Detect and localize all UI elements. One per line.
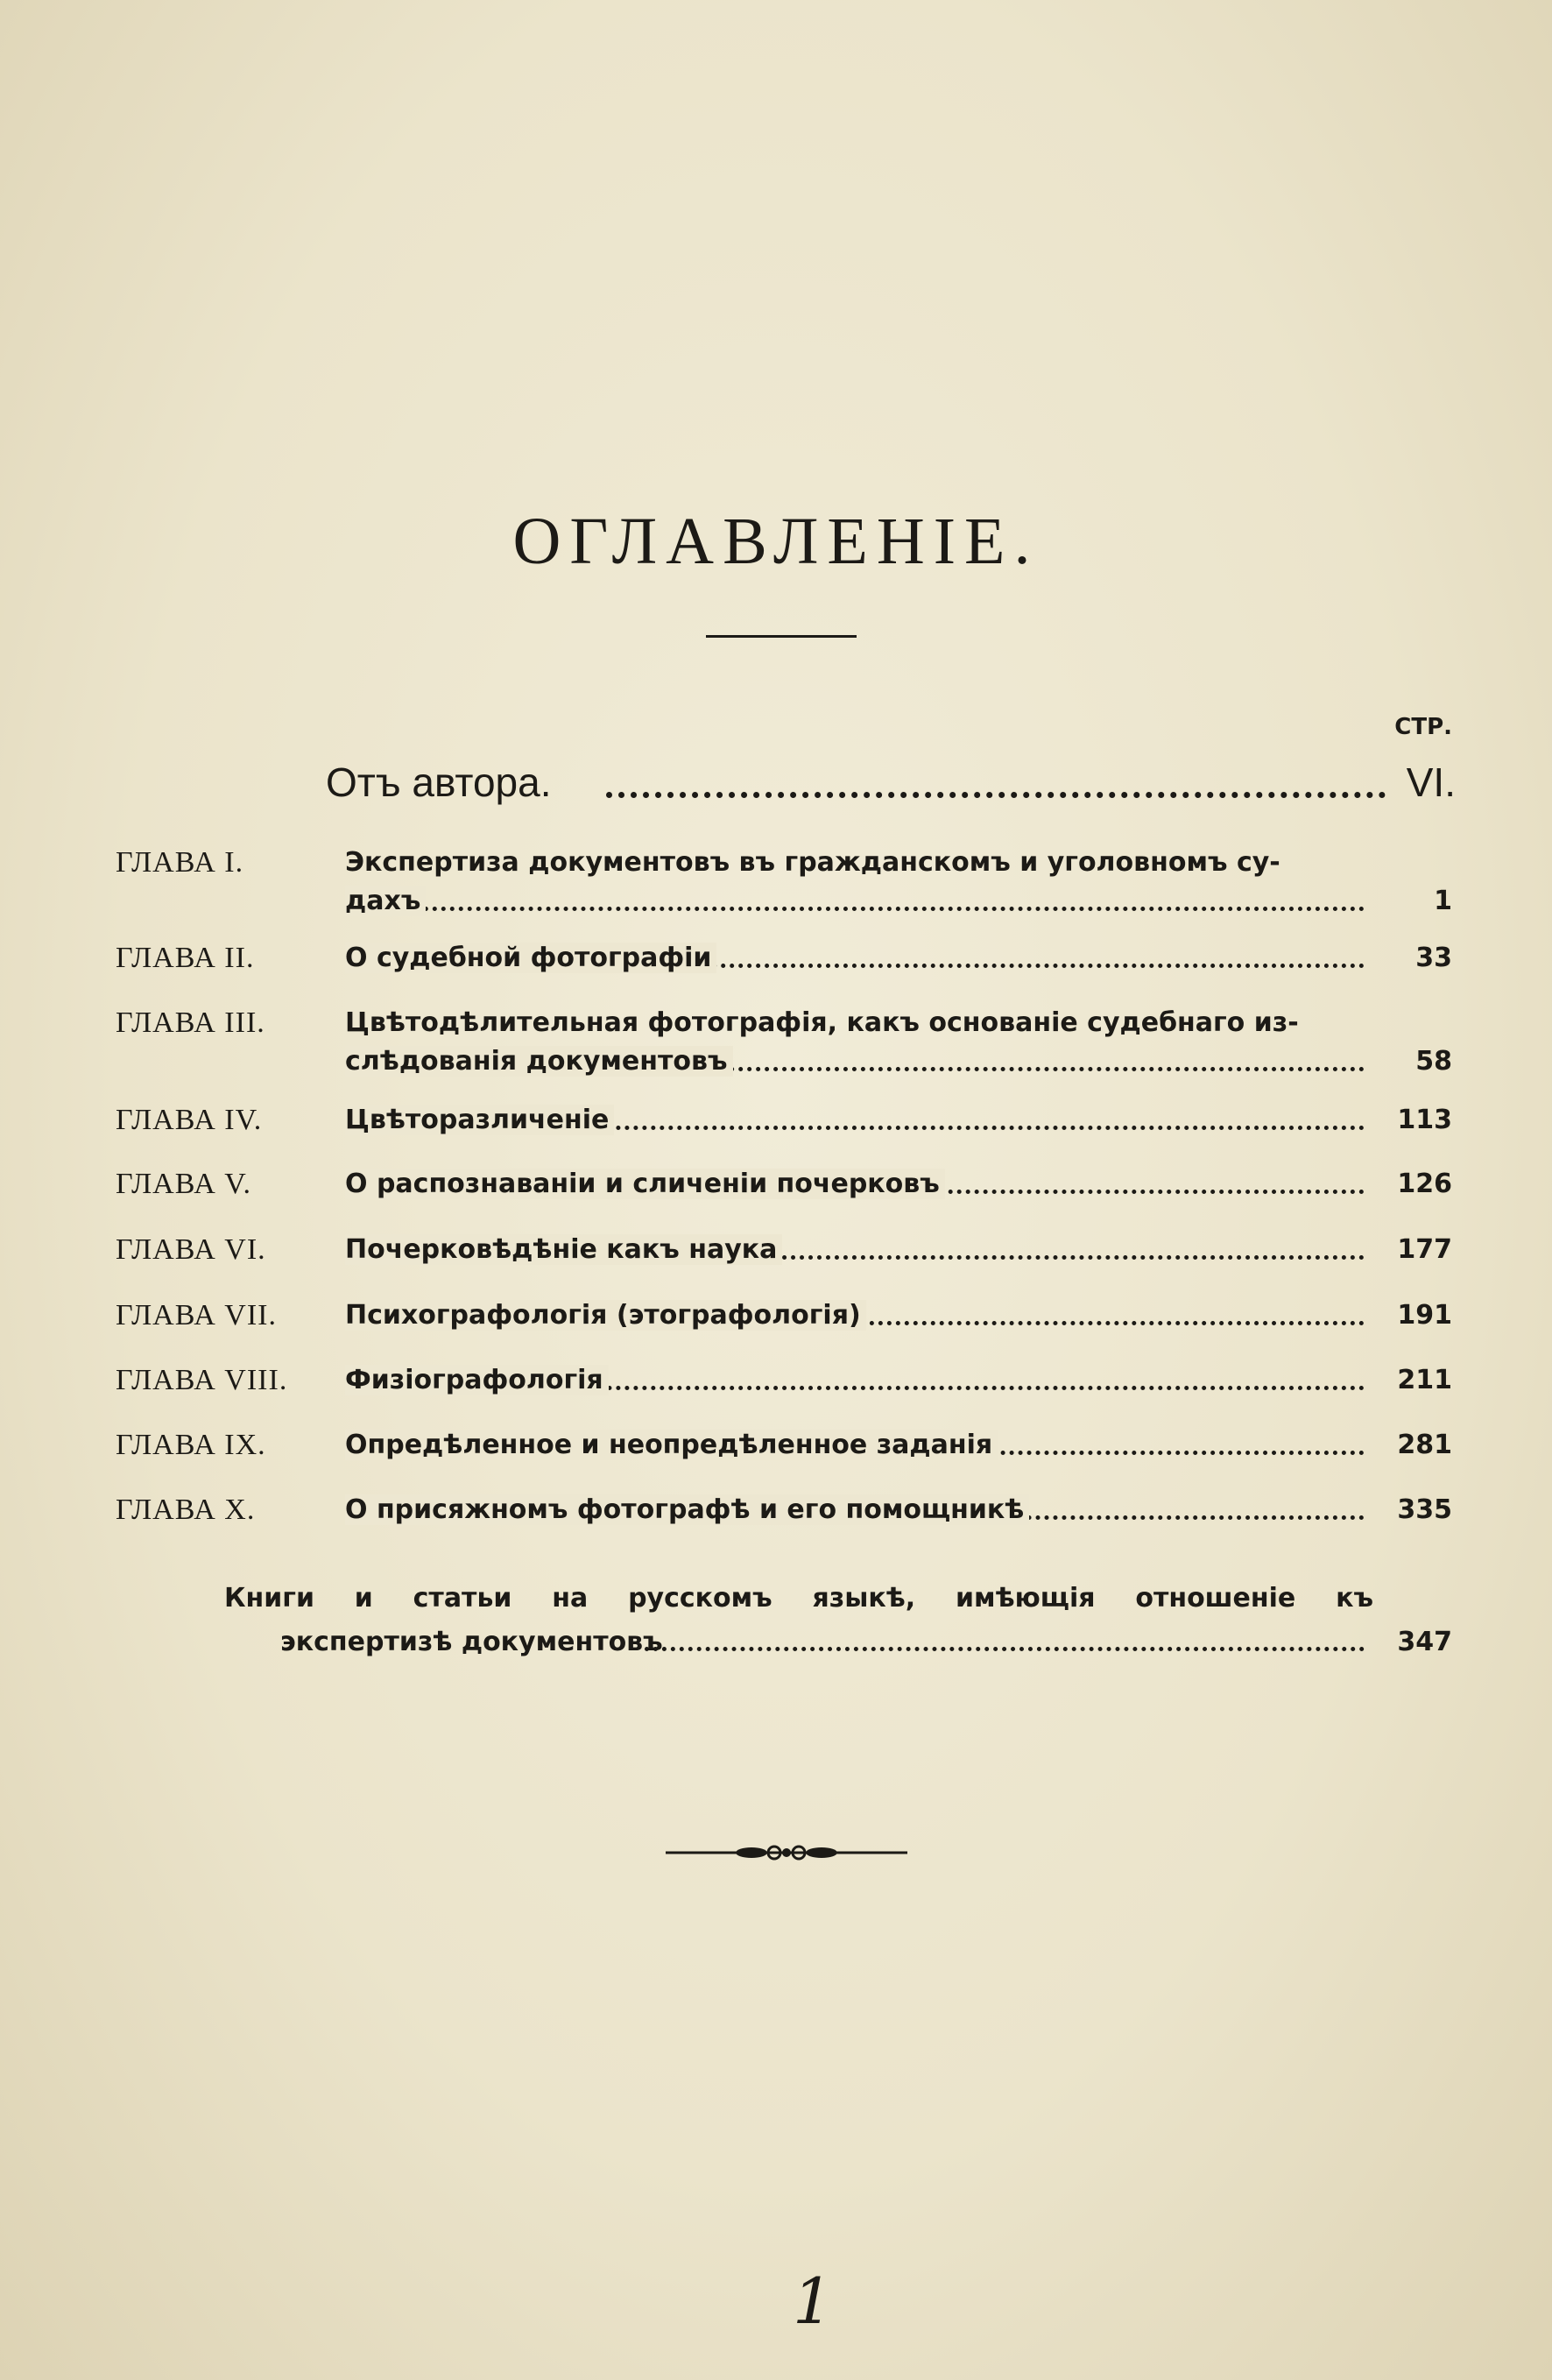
chapter-page: 191: [1397, 1300, 1452, 1331]
toc-entry: [116, 1101, 1452, 1140]
page-title: ОГЛАВЛЕНIЕ.: [512, 505, 1040, 578]
page-column-label: СТР.: [1394, 714, 1452, 740]
toc-entry: [116, 1004, 1452, 1081]
chapter-page: 177: [1397, 1234, 1452, 1265]
chapter-title: [345, 1491, 1365, 1529]
chapter-title: [345, 1296, 1365, 1335]
chapter-number: ГЛАВА VII.: [116, 1299, 278, 1331]
chapter-title-line: Опредѣленное и неопредѣленное заданiя: [345, 1430, 998, 1460]
toc-entry: [116, 1296, 1452, 1335]
title-rule: [706, 635, 857, 638]
chapter-title: [345, 1231, 1365, 1269]
chapter-title: [345, 1004, 1365, 1081]
toc-entry: [116, 939, 1452, 978]
chapter-title: [345, 939, 1365, 978]
author-page: VI.: [1406, 759, 1456, 805]
chapter-number: ГЛАВА IX.: [116, 1429, 266, 1461]
chapter-title: [345, 1101, 1365, 1140]
books-line-2: [224, 1621, 1452, 1664]
toc-entry: [116, 844, 1452, 921]
chapter-page: 281: [1397, 1430, 1452, 1460]
books-line-1: Книги и статьи на русскомъ языкѣ, имѣющiя отношенiе къ: [224, 1583, 1373, 1614]
books-page: 347: [1397, 1627, 1452, 1657]
chapter-page: 126: [1397, 1169, 1452, 1199]
chapter-number: ГЛАВА V.: [116, 1168, 251, 1200]
chapter-title: [345, 1361, 1365, 1400]
toc-entry: [116, 1231, 1452, 1269]
toc-entry: [116, 1426, 1452, 1465]
chapter-page: 335: [1397, 1494, 1452, 1525]
chapter-number: ГЛАВА III.: [116, 1006, 265, 1039]
chapter-title-line: Цвѣторазличенiе: [345, 1105, 614, 1135]
chapter-number: ГЛАВА IV.: [116, 1104, 263, 1136]
books-leader: [645, 1647, 1365, 1651]
chapter-number: ГЛАВА VIII.: [116, 1364, 288, 1396]
chapter-title-line: слѣдованiя документовъ: [345, 1046, 733, 1077]
chapter-page: 33: [1415, 943, 1452, 973]
chapter-title-line: Психографологiя (этографологiя): [345, 1300, 866, 1331]
chapter-title-line: О судебной фотографiи: [345, 943, 716, 973]
page-folio: 1: [793, 2264, 833, 2338]
books-line-2-text: экспертизѣ документовъ: [280, 1627, 663, 1657]
toc-entry: [116, 1361, 1452, 1400]
dot-leader: [345, 907, 1365, 911]
chapter-title-line: дахъ: [345, 886, 426, 916]
author-leader: [606, 792, 1386, 798]
chapter-number: ГЛАВА X.: [116, 1494, 256, 1526]
chapter-title-line: Почерковѣдѣнiе какъ наука: [345, 1234, 782, 1265]
chapter-title-line: Экспертиза документовъ въ гражданскомъ и уголовномъ су-: [345, 847, 1280, 878]
toc-entry: [116, 1491, 1452, 1529]
chapter-page: 1: [1434, 886, 1452, 916]
chapter-title: [345, 844, 1365, 921]
chapter-number: ГЛАВА VI.: [116, 1233, 266, 1266]
toc-entry: [116, 1165, 1452, 1204]
chapter-title-line: О присяжномъ фотографѣ и его помощникѣ: [345, 1494, 1029, 1525]
chapter-number: ГЛАВА II.: [116, 942, 255, 974]
chapter-title-line: О распознаванiи и сличенiи почерковъ: [345, 1169, 945, 1199]
chapter-title: [345, 1165, 1365, 1204]
chapter-page: 211: [1397, 1365, 1452, 1395]
chapter-page: 113: [1397, 1105, 1452, 1135]
chapter-title-line: Физiографологiя: [345, 1365, 609, 1395]
chapter-title-line: Цвѣтодѣлительная фотографiя, какъ основанiе судебнаго из-: [345, 1007, 1299, 1038]
chapter-number: ГЛАВА I.: [116, 846, 244, 879]
author-label: Отъ автора.: [326, 759, 552, 805]
books-entry: [224, 1577, 1452, 1664]
chapter-title: [345, 1426, 1365, 1465]
chapter-page: 58: [1415, 1046, 1452, 1077]
ornament-divider: [666, 1840, 907, 1866]
author-entry: [326, 759, 1456, 808]
